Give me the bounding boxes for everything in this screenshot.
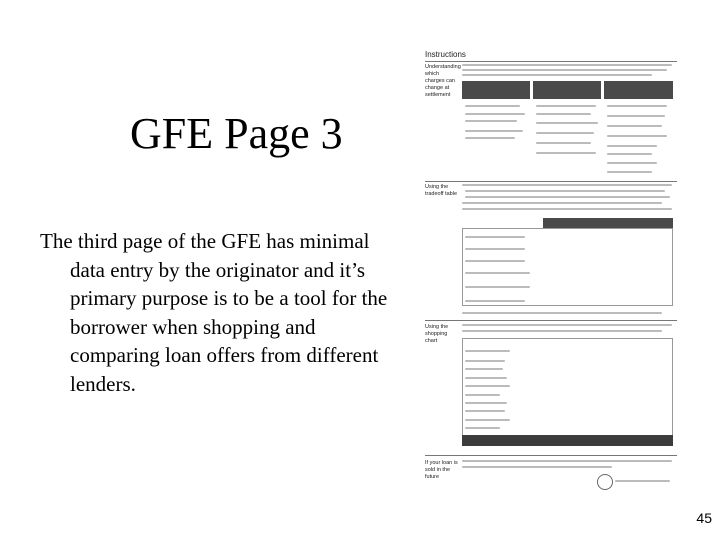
doc-heading: Instructions (425, 50, 466, 59)
gfe-page-image (425, 50, 677, 490)
seal-icon (597, 474, 613, 490)
doc-section-label: If your loan is sold in the future (425, 460, 458, 480)
slide-title: GFE Page 3 (130, 109, 343, 158)
doc-rule (425, 61, 677, 62)
doc-section-label: Using the shopping chart (425, 324, 449, 344)
doc-section-label: Using the tradeoff table (425, 184, 458, 197)
page-number: 45 (696, 510, 712, 526)
doc-section-label: Understanding which charges can change at settlement (425, 64, 461, 98)
slide-body-text: The third page of the GFE has minimal data entry by the originator and it’s primary purpose is to be a tool for the borrower when shopping and comparing loan offers from different lenders. (40, 229, 388, 396)
